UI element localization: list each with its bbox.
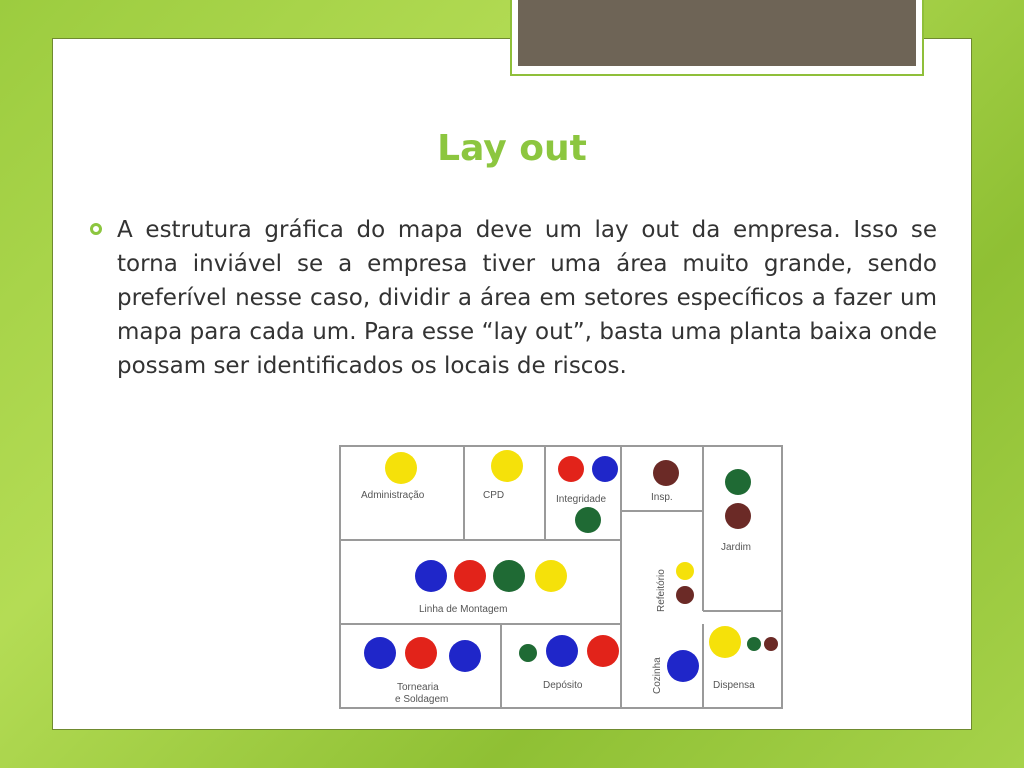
risk-circle xyxy=(676,586,694,604)
header-block xyxy=(518,0,916,66)
area-label-dispensa: Dispensa xyxy=(713,680,755,691)
risk-circle xyxy=(558,456,584,482)
risk-circle xyxy=(519,644,537,662)
risk-map-figure xyxy=(337,436,785,710)
risk-circle xyxy=(587,635,619,667)
area-label-integridade: Integridade xyxy=(556,494,607,505)
risk-circle xyxy=(725,469,751,495)
area-label-administracao: Administração xyxy=(361,490,425,501)
risk-circle xyxy=(364,637,396,669)
floor-plan-drawing xyxy=(337,436,785,710)
area-label-cpd: CPD xyxy=(483,490,505,501)
bullet-icon xyxy=(90,223,102,235)
risk-circle xyxy=(575,507,601,533)
area-label-inspecao: Insp. xyxy=(651,492,673,503)
risk-circle xyxy=(491,450,523,482)
risk-circle xyxy=(493,560,525,592)
risk-circle xyxy=(454,560,486,592)
risk-circle xyxy=(667,650,699,682)
slide-title: Lay out xyxy=(437,128,587,169)
area-label-refeitorio: Refeitório xyxy=(656,569,667,612)
risk-circle xyxy=(592,456,618,482)
risk-circle xyxy=(725,503,751,529)
risk-circle xyxy=(747,637,761,651)
area-label-deposito: Depósito xyxy=(543,680,583,691)
risk-circle xyxy=(653,460,679,486)
risk-circle xyxy=(415,560,447,592)
area-label-tornearia: Tornearia xyxy=(397,682,439,693)
risk-circle xyxy=(764,637,778,651)
risk-circle xyxy=(449,640,481,672)
risk-circle xyxy=(546,635,578,667)
area-label-cozinha: Cozinha xyxy=(652,657,663,694)
bullet-text: A estrutura gráfica do mapa deve um lay out da empresa. Isso se torna inviável se a empresa tiver uma área muito grande, sendo preferível nesse caso, dividir a área em setores específicos a fazer um mapa para cada um. Para esse “lay out”, basta uma planta baixa onde possam ser identificados os locais de riscos. xyxy=(117,217,937,379)
area-label-soldagem: e Soldagem xyxy=(395,694,449,705)
risk-circle xyxy=(676,562,694,580)
risk-circle xyxy=(385,452,417,484)
risk-circle xyxy=(405,637,437,669)
risk-circle xyxy=(535,560,567,592)
area-label-jardim: Jardim xyxy=(721,542,752,553)
risk-circle xyxy=(709,626,741,658)
area-label-linha-montagem: Linha de Montagem xyxy=(419,604,508,615)
